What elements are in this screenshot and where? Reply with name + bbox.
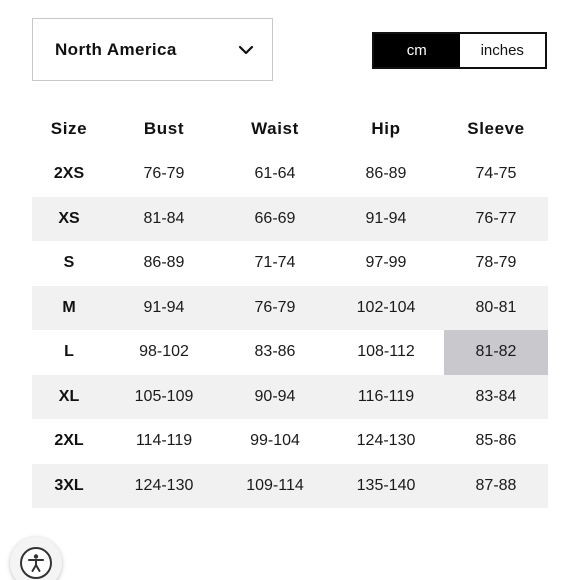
- chevron-down-icon: [238, 42, 254, 58]
- hip-value: 135-140: [356, 476, 416, 494]
- table-row: [32, 464, 548, 509]
- header-waist: Waist: [251, 119, 299, 138]
- waist-value: 76-79: [254, 298, 296, 316]
- bust-value: 86-89: [143, 254, 185, 272]
- size-label: L: [64, 343, 74, 361]
- sleeve-value: 76-77: [475, 209, 517, 227]
- unit-inches-button[interactable]: inches: [460, 34, 546, 67]
- bust-value: 98-102: [139, 343, 189, 361]
- table-row: [32, 330, 548, 375]
- waist-value: 71-74: [254, 254, 296, 272]
- hip-value: 97-99: [365, 254, 407, 272]
- region-selected-label: North America: [55, 39, 177, 59]
- unit-toggle: [372, 32, 547, 69]
- bust-value: 114-119: [135, 432, 193, 450]
- accessibility-button[interactable]: [10, 537, 62, 580]
- size-label: 2XS: [53, 165, 85, 183]
- bust-value: 105-109: [134, 387, 194, 405]
- waist-value: 90-94: [254, 387, 296, 405]
- table-row: [32, 375, 548, 420]
- sleeve-value: 85-86: [475, 432, 517, 450]
- sleeve-value: 74-75: [475, 165, 517, 183]
- accessibility-icon: [20, 547, 52, 579]
- header-sleeve: Sleeve: [467, 119, 525, 138]
- header-bust: Bust: [143, 119, 185, 138]
- size-label: XL: [58, 387, 80, 405]
- hip-value: 108-112: [357, 343, 415, 361]
- table-row: [32, 152, 548, 197]
- table-row: [32, 241, 548, 286]
- waist-value: 83-86: [254, 343, 296, 361]
- region-dropdown[interactable]: [32, 18, 273, 81]
- hip-value: 91-94: [365, 209, 407, 227]
- unit-cm-button[interactable]: cm: [374, 34, 460, 67]
- waist-value: 66-69: [254, 209, 296, 227]
- size-label: 3XL: [54, 476, 84, 494]
- waist-value: 61-64: [254, 165, 296, 183]
- bust-value: 91-94: [143, 298, 185, 316]
- size-table: [32, 106, 548, 508]
- hip-value: 102-104: [356, 298, 416, 316]
- waist-value: 109-114: [246, 476, 304, 494]
- header-size: Size: [50, 119, 88, 138]
- size-label: M: [62, 298, 76, 316]
- sleeve-value: 78-79: [475, 254, 517, 272]
- bust-value: 81-84: [143, 209, 185, 227]
- table-row: [32, 197, 548, 242]
- header-hip: Hip: [371, 119, 401, 138]
- bust-value: 76-79: [143, 165, 185, 183]
- hip-value: 86-89: [365, 165, 407, 183]
- hip-value: 124-130: [356, 432, 416, 450]
- sleeve-value: 80-81: [475, 298, 517, 316]
- size-label: XS: [58, 209, 80, 227]
- size-label: S: [63, 254, 75, 272]
- sleeve-value-highlighted: 81-82: [444, 330, 548, 375]
- sleeve-value: 83-84: [475, 387, 517, 405]
- table-row: [32, 286, 548, 331]
- size-label: 2XL: [54, 432, 84, 450]
- waist-value: 99-104: [250, 432, 300, 450]
- table-row: [32, 419, 548, 464]
- table-header-row: [32, 106, 548, 152]
- hip-value: 116-119: [357, 387, 415, 405]
- sleeve-value: 87-88: [475, 476, 517, 494]
- bust-value: 124-130: [134, 476, 194, 494]
